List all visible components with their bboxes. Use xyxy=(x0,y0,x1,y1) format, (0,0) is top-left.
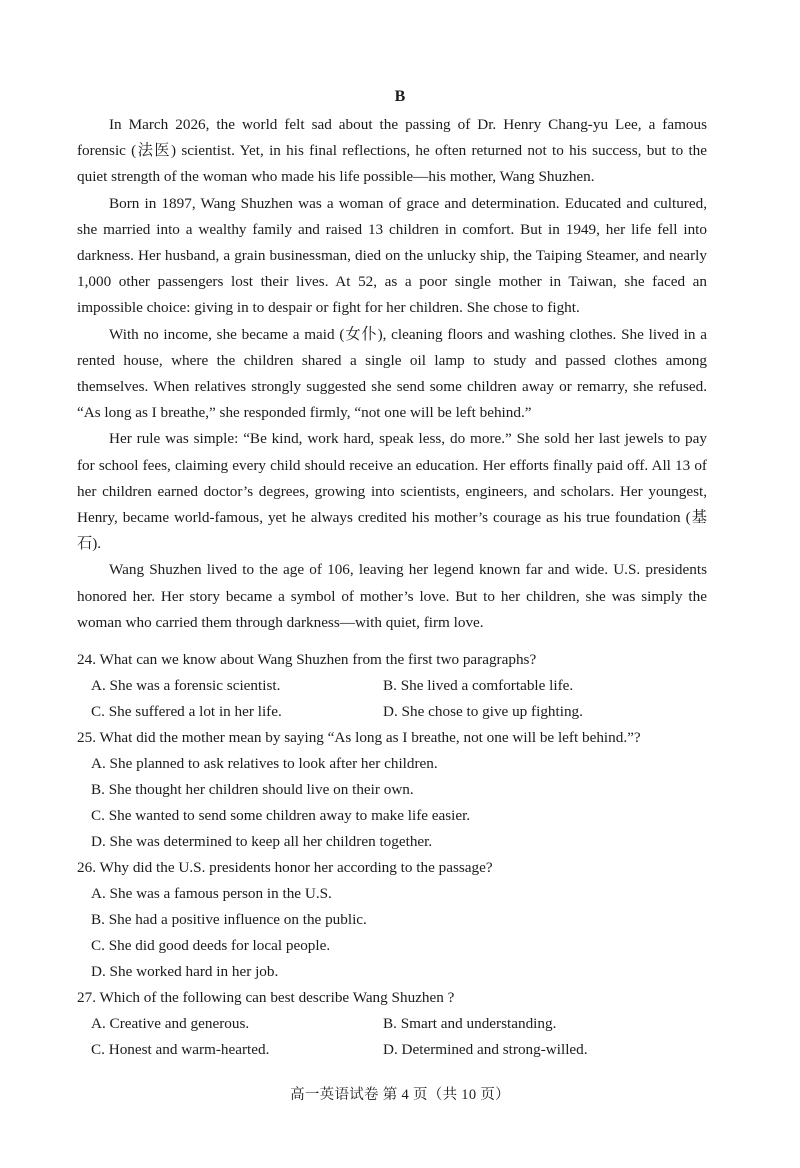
option-c: C. She wanted to send some children away to make life easier. xyxy=(91,807,471,824)
option-b: B. She thought her children should live on their own. xyxy=(91,781,414,798)
reading-passage xyxy=(77,112,707,636)
question-27-options-row-2 xyxy=(77,1037,717,1063)
option-b: B. She lived a comfortable life. xyxy=(383,677,574,694)
question-27: 27. Which of the following can best describe Wang Shuzhen ? xyxy=(77,989,455,1006)
option-d: D. She was determined to keep all her children together. xyxy=(91,833,433,850)
option-a: A. She was a famous person in the U.S. xyxy=(91,885,332,902)
option-a: A. Creative and generous. xyxy=(91,1015,250,1032)
option-d: D. Determined and strong-willed. xyxy=(383,1041,588,1058)
option-a: A. She planned to ask relatives to look after her children. xyxy=(91,755,438,772)
question-24-options-row-1 xyxy=(77,673,717,699)
question-list xyxy=(77,647,717,1063)
question-24: 24. What can we know about Wang Shuzhen from the first two paragraphs? xyxy=(77,651,537,668)
option-c: C. She did good deeds for local people. xyxy=(91,937,331,954)
option-d: D. She chose to give up fighting. xyxy=(383,703,583,720)
section-title: B xyxy=(394,88,406,105)
passage-paragraph: Wang Shuzhen lived to the age of 106, leaving her legend known far and wide. U.S. presidents honored her. Her story became a symbol of mother’s love. But to her children, she was simply the woman who carried them through darkness—with quiet, firm love. xyxy=(77,561,707,631)
question-26: 26. Why did the U.S. presidents honor her according to the passage? xyxy=(77,859,493,876)
passage-paragraph: With no income, she became a maid (女仆), cleaning floors and washing clothes. She lived in a rented house, where the children shared a single oil lamp to study and passed clothes among themselves. When relatives strongly suggested she send some children away or remarry, she refused. “As long as I breathe,” she responded firmly, “not one will be left behind.” xyxy=(77,325,707,422)
option-c: C. Honest and warm-hearted. xyxy=(91,1041,270,1058)
passage-paragraph: In March 2026, the world felt sad about the passing of Dr. Henry Chang-yu Lee, a famous forensic (法医) scientist. Yet, in his final reflections, he often returned not to his success, but to the quiet strength of the woman who made his life possible—his mother, Wang Shuzhen. xyxy=(77,116,707,186)
option-c: C. She suffered a lot in her life. xyxy=(91,703,282,720)
question-24-options-row-2 xyxy=(77,699,717,725)
page-footer: 高一英语试卷 第 4 页（共 10 页） xyxy=(290,1087,510,1103)
passage-paragraph: Born in 1897, Wang Shuzhen was a woman of grace and determination. Educated and cultured, she married into a wealthy family and raised 13 children in comfort. But in 1949, her life fell into darkness. Her husband, a grain businessman, died on the unlucky ship, the Taiping Steamer, and nearly 1,000 other passengers lost their lives. At 52, as a poor single mother in Taiwan, she faced an impossible choice: giving in to despair or fight for her children. She chose to fight. xyxy=(77,194,707,317)
option-b: B. Smart and understanding. xyxy=(383,1015,557,1032)
passage-paragraph: Her rule was simple: “Be kind, work hard, speak less, do more.” She sold her last jewels to pay for school fees, claiming every child should receive an education. Her efforts finally paid off. All 13 of her children earned doctor’s degrees, growing into scientists, engineers, and scholars. Her youngest, Henry, became world-famous, yet he always credited his mother’s courage as his true foundation (基石). xyxy=(77,430,707,553)
option-b: B. She had a positive influence on the public. xyxy=(91,911,367,928)
option-a: A. She was a forensic scientist. xyxy=(91,677,281,694)
question-25: 25. What did the mother mean by saying “As long as I breathe, not one will be left behind.”? xyxy=(77,729,641,746)
question-27-options-row-1 xyxy=(77,1011,717,1037)
option-d: D. She worked hard in her job. xyxy=(91,963,279,980)
